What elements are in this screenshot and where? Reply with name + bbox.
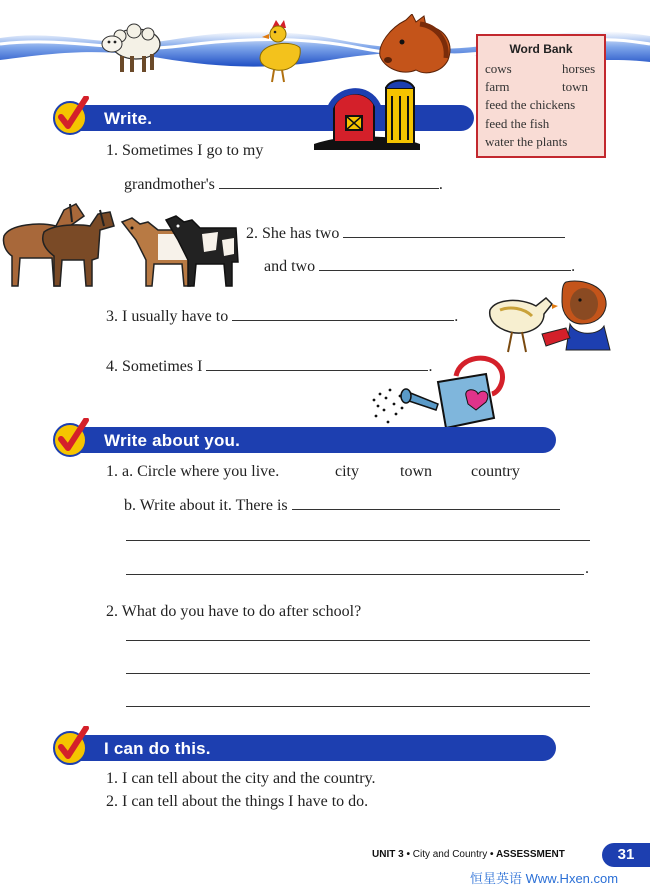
answer-line[interactable] (126, 673, 590, 674)
word-bank-word: feed the fish (485, 116, 550, 131)
can-do-item: 1. I can tell about the city and the country. (106, 770, 376, 787)
checkmark-icon (52, 418, 92, 458)
horse-head-illustration (376, 14, 456, 78)
footer-unit: UNIT 3 (372, 849, 404, 860)
page-number: 31 (617, 846, 635, 863)
question-punct: . (454, 308, 459, 325)
circle-option-country[interactable]: country (471, 463, 520, 480)
checkmark-icon (52, 96, 92, 136)
horses-illustration (0, 196, 118, 290)
answer-line[interactable] (126, 640, 590, 641)
answer-line[interactable] (292, 495, 560, 510)
can-do-item: 2. I can tell about the things I have to do. (106, 793, 369, 810)
section-title: Write about you. (104, 431, 241, 450)
question-text: 3. I usually have to (106, 308, 229, 325)
cows-illustration (118, 210, 242, 290)
question-text: 1. a. Circle where you live. (106, 463, 280, 480)
circle-option-town[interactable]: town (400, 463, 432, 480)
question-punct: . (585, 560, 589, 577)
footer-bullet: • (490, 849, 494, 860)
answer-line[interactable] (319, 256, 571, 271)
question-text: 2. What do you have to do after school? (106, 603, 362, 620)
word-bank-word: horses (562, 61, 596, 76)
checkmark-icon (52, 726, 92, 766)
page-number-badge (602, 843, 650, 867)
answer-line[interactable] (232, 306, 454, 321)
footer-bullet: • (406, 849, 410, 860)
watering-can-illustration (368, 352, 514, 438)
question-punct: . (438, 176, 443, 193)
question-text: and two (264, 258, 316, 275)
word-bank-box (476, 34, 606, 158)
footer-topic: City and Country (412, 849, 488, 860)
answer-line[interactable] (126, 574, 584, 575)
footer-unit-label (372, 849, 565, 860)
word-bank-word: water the plants (485, 134, 568, 149)
question-text: 1. Sometimes I go to my (106, 142, 264, 159)
answer-line[interactable] (219, 174, 439, 189)
question-text: 4. Sometimes I (106, 358, 203, 375)
watermark: 恒星英语 Www.Hxen.com (470, 871, 619, 886)
circle-option-city[interactable]: city (335, 463, 359, 480)
word-bank-word: feed the chickens (485, 97, 576, 112)
answer-line[interactable] (343, 223, 565, 238)
answer-line[interactable] (126, 706, 590, 707)
hen-feeding-illustration (486, 280, 616, 360)
answer-line[interactable] (126, 540, 590, 541)
question-text: 2. She has two (246, 225, 340, 242)
word-bank-title: Word Bank (509, 42, 573, 56)
word-bank-word: cows (485, 61, 512, 76)
chicken-illustration (254, 18, 304, 86)
footer-section: ASSESSMENT (495, 849, 565, 860)
word-bank-word: farm (485, 79, 510, 94)
section-title: Write. (104, 109, 153, 128)
question-text: b. Write about it. There is (124, 497, 288, 514)
question-text: grandmother's (124, 176, 215, 193)
question-punct: . (428, 358, 433, 375)
word-bank-word: town (562, 79, 588, 94)
question-punct: . (571, 258, 576, 275)
barn-silo-illustration (312, 78, 422, 150)
section-title: I can do this. (104, 739, 211, 758)
sheep-illustration (100, 20, 164, 76)
